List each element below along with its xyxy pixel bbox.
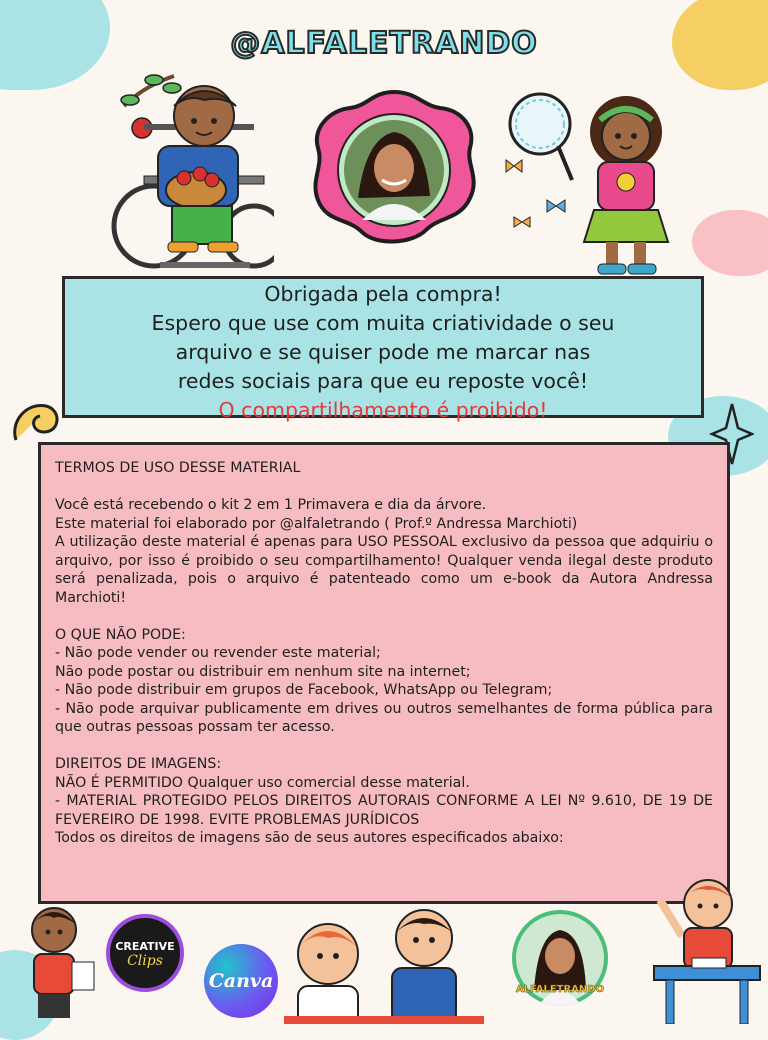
terms-intro-1: Você está recebendo o kit 2 em 1 Primavera e dia da árvore.: [55, 497, 487, 513]
thanks-line-2: Espero que use com muita criatividade o seu: [151, 311, 615, 335]
pink-cloud-right: [692, 210, 768, 276]
girl-desk-illustration: [652, 870, 764, 1024]
canva-logo: Canva: [204, 944, 278, 1018]
thanks-line-1: Obrigada pela compra!: [264, 282, 502, 306]
rights-item: - MATERIAL PROTEGIDO PELOS DIREITOS AUTORAIS CONFORME A LEI Nº 9.610, DE 19 DE FEVEREIRO DE 1998. EVITE PROBLEMAS JURÍDICOS: [55, 793, 713, 828]
clips-word: Clips: [127, 953, 163, 969]
terms-intro-3: A utilização deste material é apenas para USO PESSOAL exclusivo da pessoa que adquiriu o arquivo, por isso é proibido o seu compartilhamento! Qualquer venda ilegal deste produto será penalizada, pois o arquivo é patenteado como um e-book da Autora Andressa Marchioti!: [55, 534, 713, 606]
rights-heading: DIREITOS DE IMAGENS:: [55, 756, 222, 772]
terms-intro-2: Este material foi elaborado por @alfaletrando ( Prof.º Andressa Marchioti): [55, 515, 578, 532]
terms-of-use-box: [38, 442, 730, 904]
creative-clips-logo: [106, 914, 184, 992]
kids-drawing-illustration: [284, 904, 484, 1024]
thank-you-box: [62, 276, 704, 422]
girl-butterfly-net-illustration: [500, 76, 690, 278]
cannot-item: - Não pode arquivar publicamente em drives ou outros semelhantes de forma pública para que outras pessoas possam ter acesso.: [55, 700, 713, 735]
cannot-heading: O QUE NÃO PODE:: [55, 626, 186, 643]
page-title: @ALFALETRANDO: [230, 26, 538, 61]
cannot-item: - Não pode distribuir em grupos de Facebook, WhatsApp ou Telegram;: [55, 682, 553, 698]
boy-wheelchair-illustration: [104, 66, 274, 276]
cannot-item: - Não pode vender ou revender este material;: [55, 645, 381, 661]
rights-item: Todos os direitos de imagens são de seus autores especificados abaixo:: [55, 830, 564, 846]
author-photo-frame: [306, 88, 482, 248]
swirl-icon: [6, 392, 68, 448]
author-photo-label: ALFALETRANDO: [515, 984, 605, 995]
sharing-forbidden-warning: O compartilhamento é proibido!: [218, 398, 548, 422]
creative-clips-word: CREATIVE: [115, 940, 175, 953]
cannot-item: Não pode postar ou distribuir em nenhum site na internet;: [55, 663, 471, 680]
thanks-line-3: arquivo e se quiser pode me marcar nas: [175, 340, 591, 364]
boy-paper-illustration: [20, 900, 100, 1024]
butterfly-icon: [506, 160, 565, 227]
thanks-line-4: redes sociais para que eu reposte você!: [177, 369, 589, 393]
rights-item: NÃO É PERMITIDO Qualquer uso comercial desse material.: [55, 774, 470, 791]
terms-heading: TERMOS DE USO DESSE MATERIAL: [55, 460, 301, 476]
